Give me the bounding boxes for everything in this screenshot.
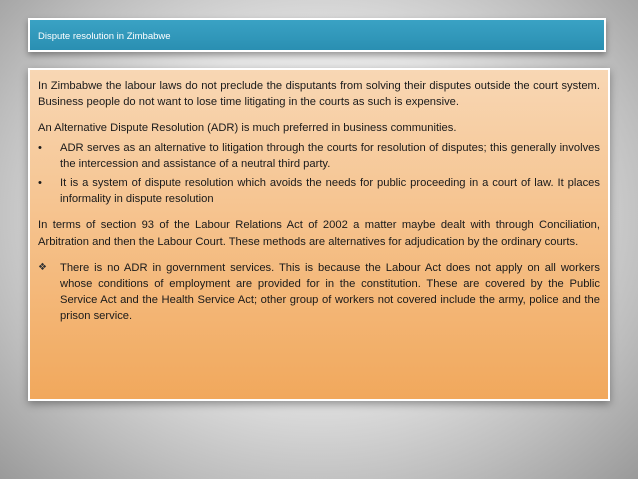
- government-services-text: There is no ADR in government services. This is because the Labour Act does not apply on all workers whose conditions of employment are provided for in the constitution. These are covered by the Public Service Act and the Health Service Act; other group of workers not covered include the army, police and the prison service.: [60, 261, 600, 323]
- bullet-icon: •: [38, 177, 42, 190]
- slide-title: Dispute resolution in Zimbabwe: [38, 31, 171, 42]
- adr-paragraph: An Alternative Dispute Resolution (ADR) is much preferred in business communities.: [38, 122, 457, 135]
- bullet-icon: •: [38, 141, 42, 154]
- diamond-bullet-icon: ❖: [38, 261, 47, 273]
- intro-paragraph: In Zimbabwe the labour laws do not preclude the disputants from solving their disputes outside the court system. Business people do not want to lose time litigating in the courts as such is expensive.: [38, 80, 600, 109]
- slide-content-box: [28, 68, 610, 401]
- bullet-text: ADR serves as an alternative to litigation through the courts for resolution of disputes; this generally involves the intercession and assistance of a neutral third party.: [60, 141, 600, 170]
- slide-title-bar: [28, 18, 606, 52]
- labour-act-paragraph: In terms of section 93 of the Labour Relations Act of 2002 a matter maybe dealt with through Conciliation, Arbitration and then the Labour Court. These methods are alternatives for adjudication by the ordinary courts.: [38, 219, 600, 248]
- bullet-item: [38, 140, 600, 172]
- bullet-item: [38, 175, 600, 207]
- diamond-bullet-item: [38, 260, 600, 325]
- bullet-text: It is a system of dispute resolution which avoids the needs for public proceeding in a court of law. It places informality in dispute resolution: [60, 177, 600, 206]
